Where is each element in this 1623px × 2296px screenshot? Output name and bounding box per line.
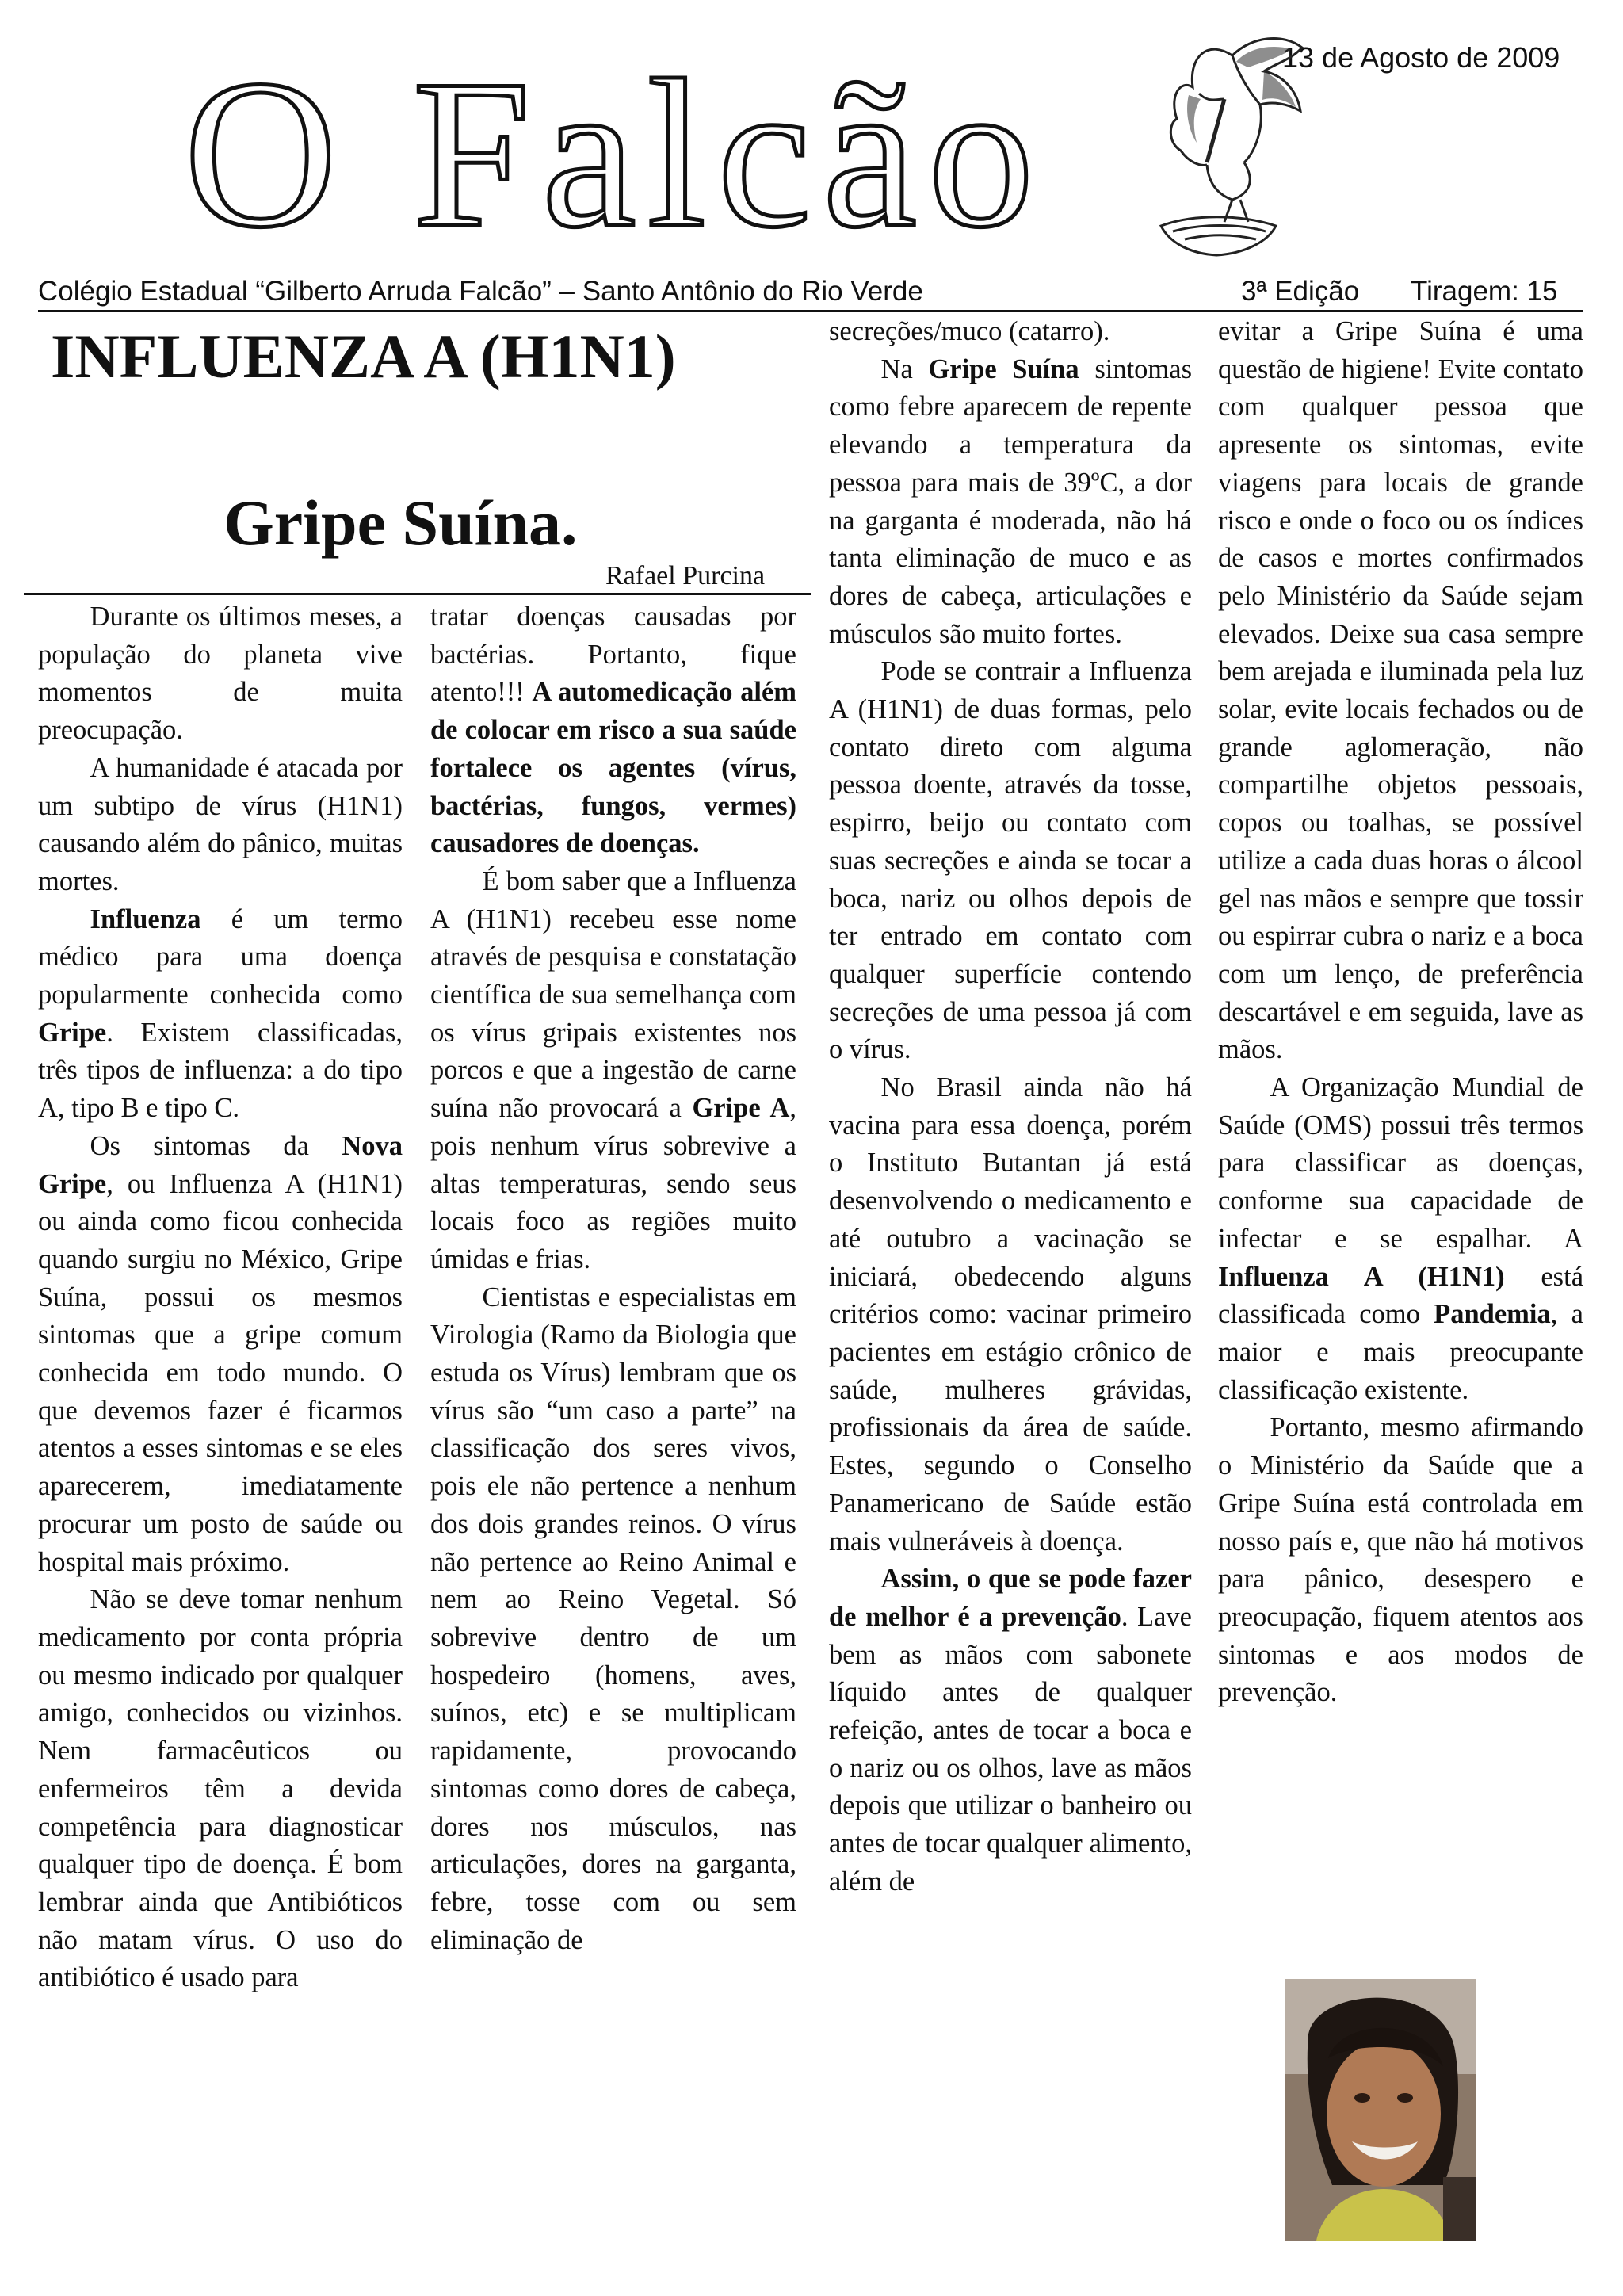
article-column-3 — [829, 313, 1192, 1901]
paragraph: secreções/muco (catarro). — [829, 316, 1110, 346]
issue-date: 13 de Agosto de 2009 — [1282, 41, 1560, 74]
paragraph: Pode se contrair a Influenza A (H1N1) de duas formas, pelo contato direto com alguma pessoa doente, através da tosse, espirro, beijo ou contato com suas secreções e ainda se tocar a boca, nariz ou olhos depois de ter entrado em contato com qualquer superfície contendo secreções de uma pessoa já com o vírus. — [829, 656, 1192, 1065]
article-author: Rafael Purcina — [605, 561, 766, 590]
paragraph: Durante os últimos meses, a população do planeta vive momentos de muita preocupação. — [38, 602, 403, 746]
article-column-2 — [430, 598, 796, 1959]
paragraph: tratar doenças causadas por bactérias. Portanto, fique atento!!! A automedicação além de colocar em risco a sua saúde fortalece os agentes (vírus, bactérias, fungos, vermes) causadores de doenças. — [430, 602, 796, 859]
headline-divider — [24, 593, 812, 595]
article-subheadline: Gripe Suína. — [223, 487, 578, 559]
paragraph: A Organização Mundial de Saúde (OMS) possui três termos para classificar as doenças, conforme sua capacidade de infectar e se espalhar. A Influenza A (H1N1) está classificada como Pandemia, a maior e mais preocupante classificação existente. — [1218, 1072, 1584, 1405]
paragraph: Cientistas e especialistas em Virologia (Ramo da Biologia que estuda os Vírus) lembram que os vírus são “um caso a parte” na classificação dos seres vivos, pois ele não pertence a nenhum dos dois grandes reinos. O vírus não pertence ao Reino Animal e nem ao Reino Vegetal. Só sobrevive dentro de um hospedeiro (homens, aves, suínos, etc) e se multiplicam rapidamente, provocando sintomas como dores de cabeça, dores nos músculos, nas articulações, dores na garganta, febre, tosse com ou sem eliminação de — [430, 1282, 796, 1955]
paragraph: Assim, o que se pode fazer de melhor é a prevenção. Lave bem as mãos com sabonete líquido antes de qualquer refeição, antes de tocar a boca e o nariz ou os olhos, lave as mãos depois que utilizar o banheiro ou antes de tocar qualquer alimento, além de — [829, 1564, 1192, 1897]
paragraph: Na Gripe Suína sintomas como febre aparecem de repente elevando a temperatura da pessoa para mais de 39ºC, a dor na garganta é moderada, não há tanta eliminação de muco e as dores de cabeça, articulações e músculos são muito fortes. — [829, 353, 1192, 649]
paragraph: Portanto, mesmo afirmando o Ministério da Saúde que a Gripe Suína está controlada em nosso país e, que não há motivos para pânico, desespero e preocupação, fiquem atentos aos sintomas e aos modos de prevenção. — [1218, 1412, 1583, 1708]
paragraph: Influenza é um termo médico para uma doença popularmente conhecida como Gripe. Existem classificadas, três tipos de influenza: a do tipo A, tipo B e tipo C. — [38, 904, 403, 1124]
author-photo — [1285, 1979, 1476, 2241]
paragraph: evitar a Gripe Suína é uma questão de higiene! Evite contato com qualquer pessoa que apresente os sintomas, evite viagens para locais de grande risco e onde o foco ou os índices de casos e mortes confirmados pelo Ministério da Saúde sejam elevados. Deixe sua casa sempre bem arejada e iluminada pela luz solar, evite locais fechados ou de grande aglomeração, não compartilhe objetos pessoais, copos ou toalhas, se possível utilize a cada duas horas o álcool gel nas mãos e sempre que tossir ou espirrar cubra o nariz e a boca com um lenço, de preferência descartável e em seguida, lave as mãos. — [1218, 316, 1583, 1065]
article-column-4 — [1218, 313, 1583, 1712]
header-divider — [38, 310, 1583, 312]
edition-label: 3ª Edição — [1241, 276, 1360, 307]
newspaper-masthead: O Falcão — [184, 36, 1045, 271]
paragraph: Os sintomas da Nova Gripe, ou Influenza A (H1N1) ou ainda como ficou conhecida quando surgiu no México, Gripe Suína, possui os mesmos sintomas que a gripe comum conhecida em todo mundo. O que devemos fazer é ficarmos atentos a esses sintomas e se eles aparecerem, imediatamente procurar um posto de saúde ou hospital mais próximo. — [38, 1130, 403, 1577]
article-column-1 — [38, 598, 403, 1997]
paragraph: É bom saber que a Influenza A (H1N1) recebeu esse nome através de pesquisa e constatação científica de sua semelhança com os vírus gripais existentes nos porcos e que a ingestão de carne suína não provocará a Gripe A, pois nenhum vírus sobrevive a altas temperaturas, sendo seus locais foco as regiões muito úmidas e frias. — [430, 865, 796, 1274]
paragraph: A humanidade é atacada por um subtipo de vírus (H1N1) causando além do pânico, muitas mortes. — [38, 752, 403, 896]
school-name: Colégio Estadual “Gilberto Arruda Falcão” – Santo Antônio do Rio Verde — [38, 276, 923, 307]
falcon-emblem-icon — [1113, 24, 1319, 266]
paragraph: Não se deve tomar nenhum medicamento por conta própria ou mesmo indicado por qualquer amigo, conhecidos ou vizinhos. Nem farmacêuticos ou enfermeiros têm a devida competência para diagnosticar qualquer tipo de doença. É bom lembrar ainda que Antibióticos não matam vírus. O uso do antibiótico é usado para — [38, 1584, 403, 1993]
paragraph: No Brasil ainda não há vacina para essa doença, porém o Instituto Butantan já está desenvolvendo o medicamento e até outubro a vacinação se iniciará, obedecendo alguns critérios como: vacinar primeiro pacientes em estágio crônico de saúde, mulheres grávidas, profissionais da área de saúde. Estes, segundo o Conselho Panamericano de Saúde estão mais vulneráveis à doença. — [829, 1072, 1192, 1557]
print-run-label: Tiragem: 15 — [1411, 276, 1558, 307]
article-headline: INFLUENZA A (H1N1) — [51, 322, 676, 391]
